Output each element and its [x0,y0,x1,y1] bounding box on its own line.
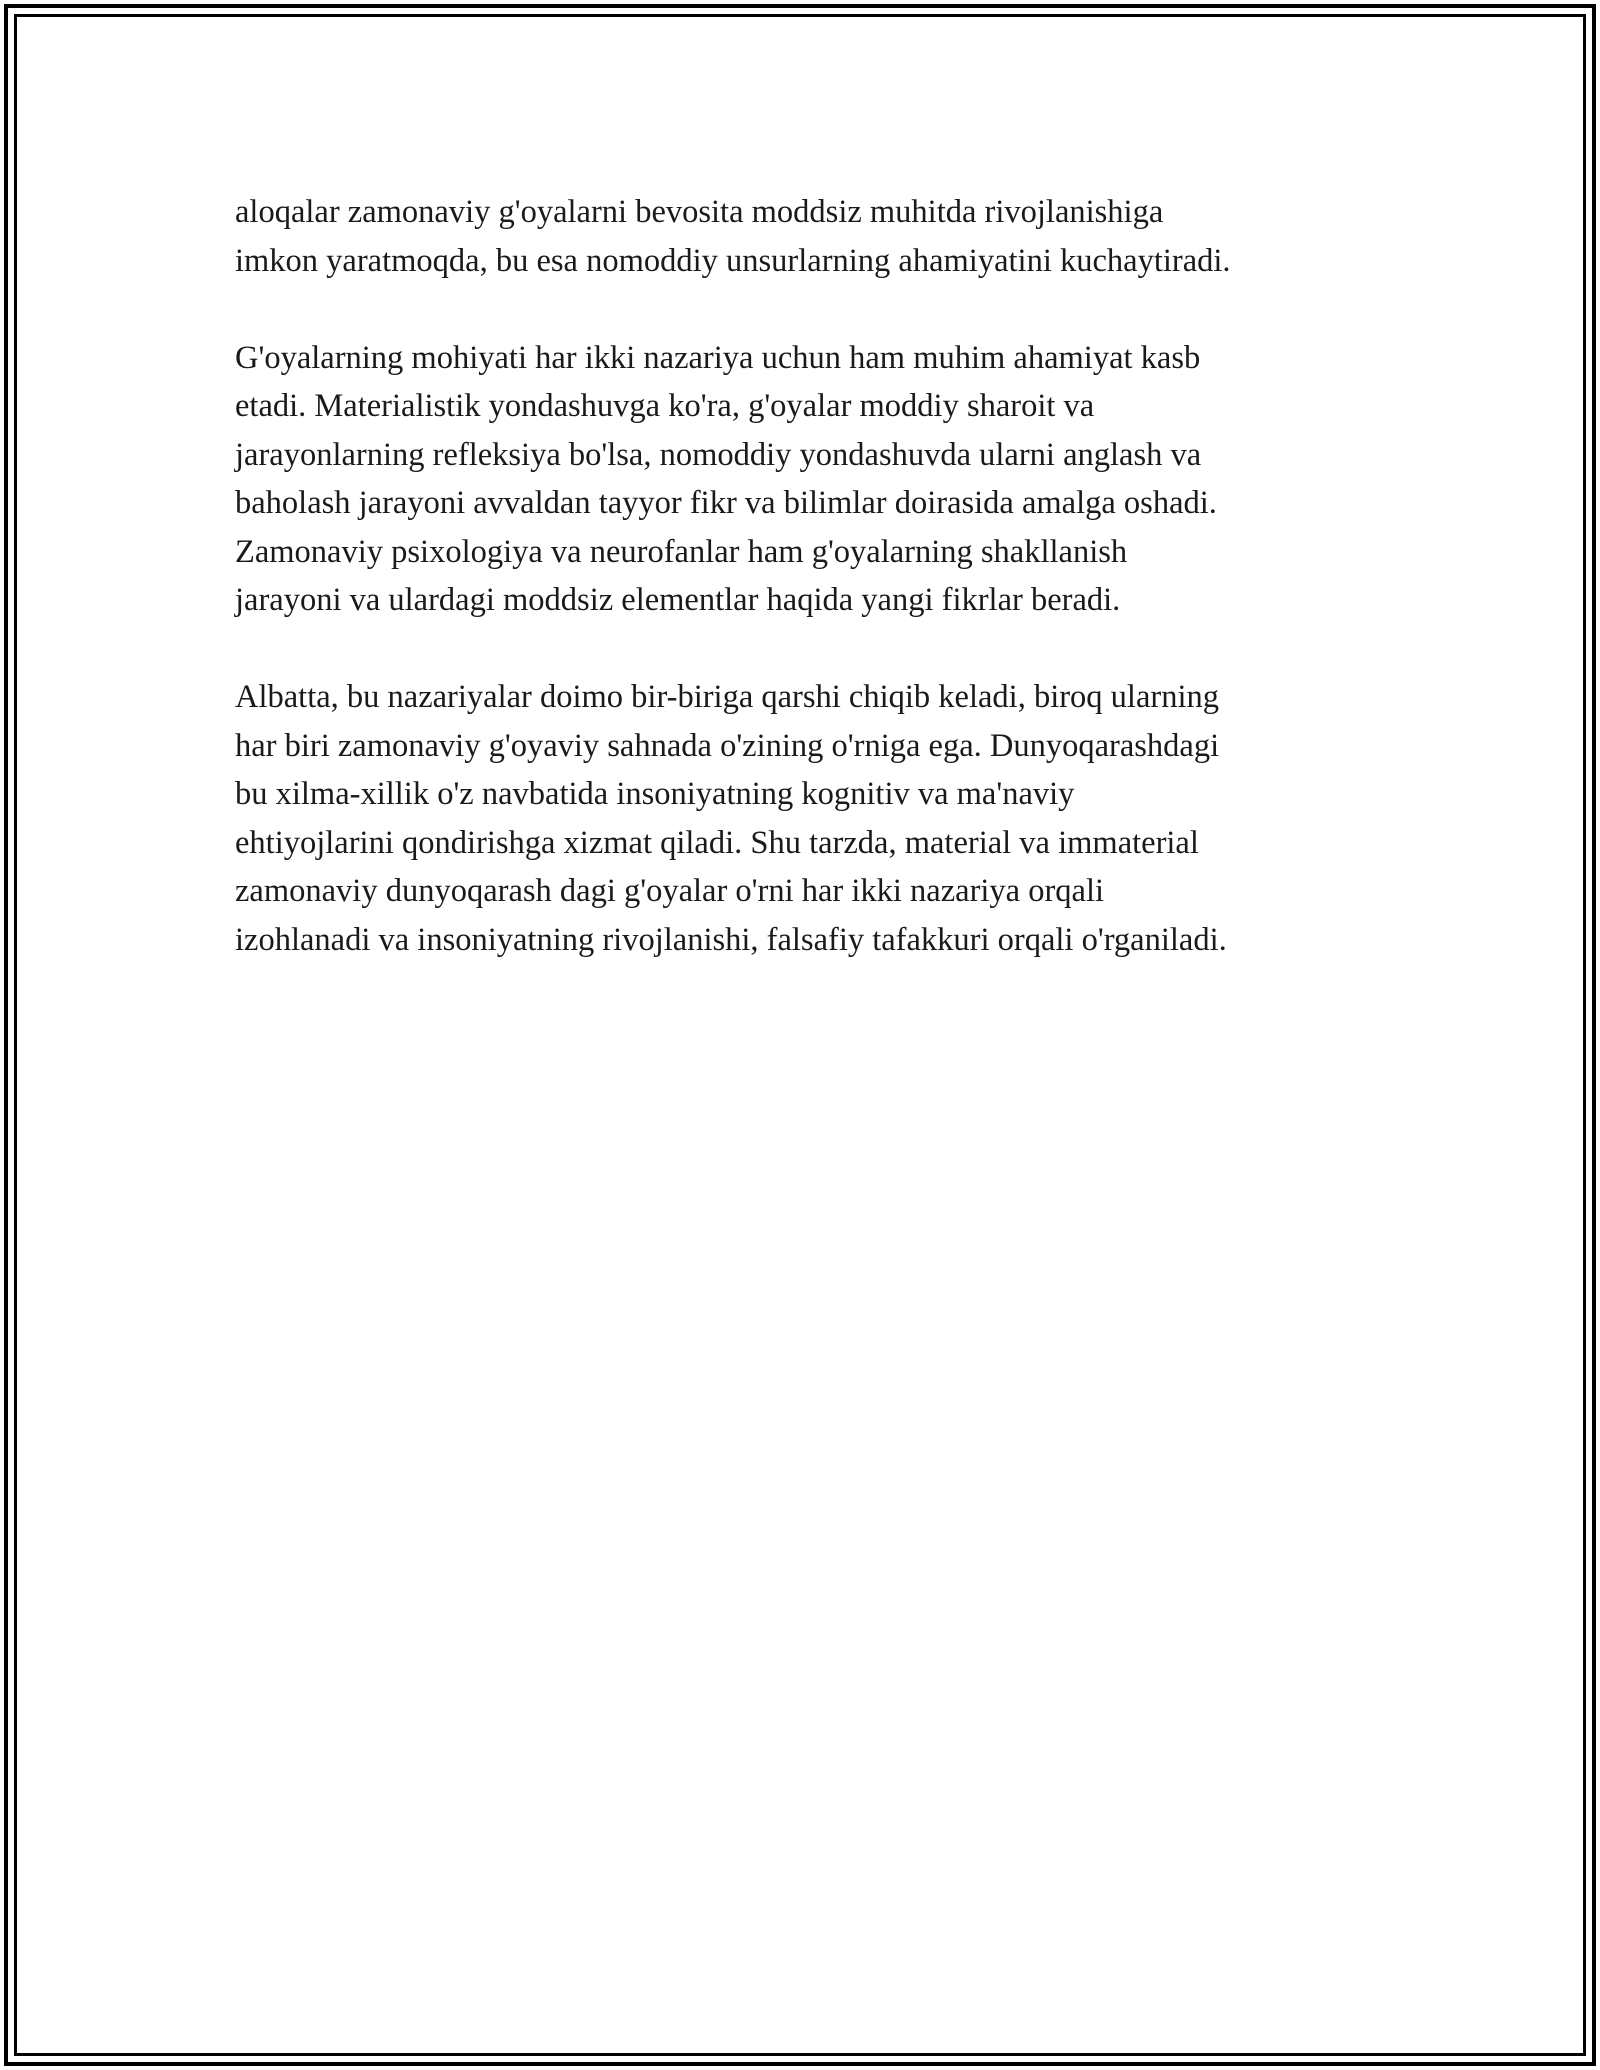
text-line: jarayoni va ulardagi moddsiz elementlar haqida yangi fikrlar beradi. [235,582,1121,618]
text-line: izohlanadi va insoniyatning rivojlanishi, falsafiy tafakkuri orqali o'rganiladi. [235,921,1227,958]
text-line: Zamonaviy psixologiya va neurofanlar ham g'oyalarning shakllanish [235,533,1128,570]
paragraph-2 [235,334,1395,625]
text-line: imkon yaratmoqda, bu esa nomoddiy unsurlarning ahamiyatini kuchaytiradi. [235,242,1231,279]
text-line: har biri zamonaviy g'oyaviy sahnada o'zining o'rniga ega. Dunyoqarashdagi [235,727,1220,764]
document-body [235,188,1395,1013]
paragraph-3 [235,673,1395,964]
text-line: bu xilma-xillik o'z navbatida insoniyatning kognitiv va ma'naviy [235,776,1075,812]
text-line: G'oyalarning mohiyati har ikki nazariya uchun ham muhim ahamiyat kasb [235,339,1201,376]
paragraph-1 [235,188,1395,285]
text-line: baholash jarayoni avvaldan tayyor fikr va bilimlar doirasida amalga oshadi. [235,485,1217,521]
text-line: ehtiyojlarini qondirishga xizmat qiladi. Shu tarzda, material va immaterial [235,824,1199,861]
text-line: aloqalar zamonaviy g'oyalarni bevosita moddsiz muhitda rivojlanishiga [235,194,1164,230]
text-line: jarayonlarning refleksiya bo'lsa, nomoddiy yondashuvda ularni anglash va [235,436,1202,473]
text-line: zamonaviy dunyoqarash dagi g'oyalar o'rni har ikki nazariya orqali [235,873,1105,909]
text-line: etadi. Materialistik yondashuvga ko'ra, g'oyalar moddiy sharoit va [235,388,1095,424]
text-line: Albatta, bu nazariyalar doimo bir-biriga qarshi chiqib keladi, biroq ularning [235,679,1219,715]
